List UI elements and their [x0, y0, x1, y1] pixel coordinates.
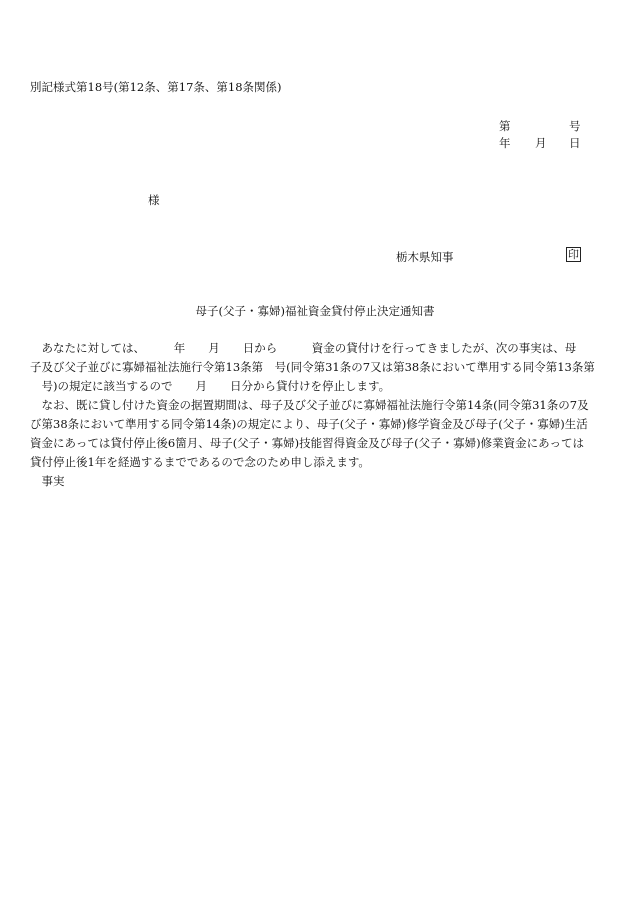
body-line: 資金にあっては貸付停止後6箇月、母子(父子・寡婦)技能習得資金及び母子(父子・寡婦)修業資金にあっては [30, 436, 585, 450]
date-year-label: 年 [499, 136, 511, 150]
notice-number-suffix: 号 [569, 119, 581, 133]
addressee-honorific: 様 [148, 193, 160, 207]
body-line: なお、既に貸し付けた資金の据置期間は、母子及び父子並びに寡婦福祉法施行令第14条(同令第31条の7及 [30, 398, 589, 412]
notice-date [499, 136, 581, 151]
notice-number [499, 119, 581, 134]
body-line: あなたに対しては、 年 月 日から 資金の貸付けを行ってきましたが、次の事実は、母 [30, 341, 577, 355]
body-line: 貸付停止後1年を経過するまでであるので念のため申し添えます。 [30, 455, 370, 469]
facts-label: 事実 [30, 474, 65, 488]
body-line: び第38条において準用する同令第14条)の規定により、母子(父子・寡婦)修学資金及び母子(父子・寡婦)生活 [30, 417, 588, 431]
issuer-name: 栃木県知事 [396, 250, 454, 264]
body-line: 号)の規定に該当するので 月 日分から貸付けを停止します。 [30, 379, 391, 393]
seal-stamp: 印 [568, 248, 579, 261]
form-label: 別記様式第18号(第12条、第17条、第18条関係) [30, 80, 282, 94]
date-day-label: 日 [569, 136, 581, 150]
document-title: 母子(父子・寡婦)福祉資金貸付停止決定通知書 [195, 304, 435, 318]
body-line: 子及び父子並びに寡婦福祉法施行令第13条第 号(同令第31条の7又は第38条において準用する同令第13条第 [30, 360, 595, 374]
notice-number-prefix: 第 [499, 119, 511, 133]
date-month-label: 月 [535, 136, 547, 150]
